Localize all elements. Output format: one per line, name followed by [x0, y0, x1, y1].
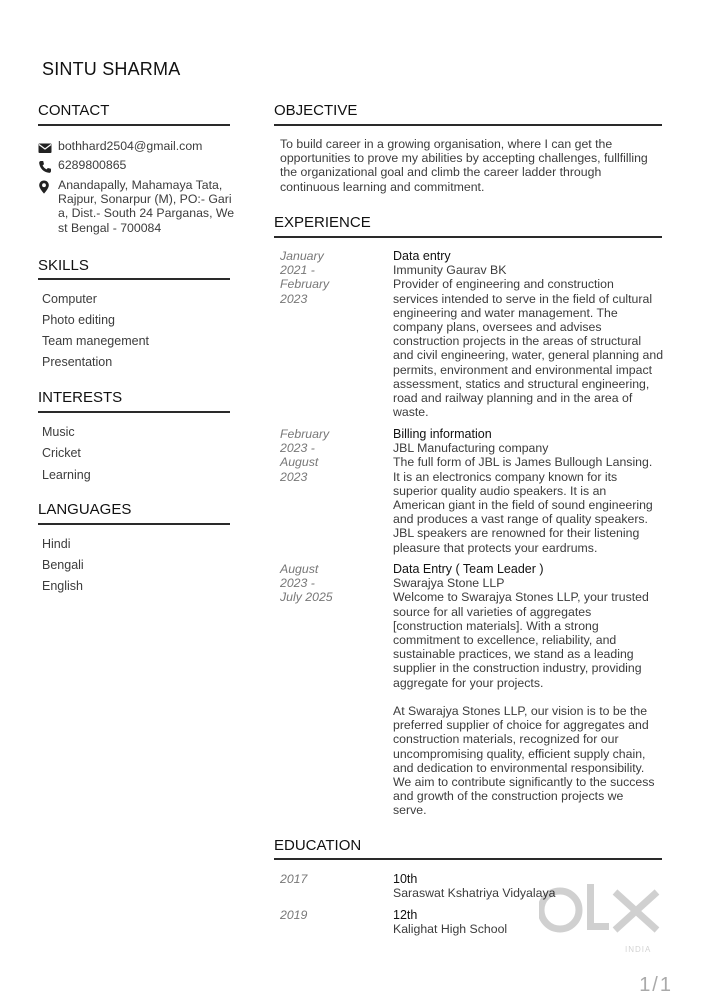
description-line: and dedication to environmental responsibility.: [393, 760, 645, 775]
description-line: construction materials, recognized for our: [393, 732, 619, 747]
description-line: sustainable practices, we stand as a leading: [393, 647, 634, 662]
skill-item: Photo editing: [42, 313, 115, 327]
date-line: February: [280, 427, 330, 441]
address-line: st Bengal - 700084: [58, 220, 162, 235]
contact-divider: [38, 124, 230, 126]
description-line: JBL speakers are renowned for their listening: [393, 526, 640, 541]
interests-heading: INTERESTS: [38, 389, 123, 406]
description-line: superior quality audio speakers. It is an: [393, 483, 607, 498]
skills-divider: [38, 278, 230, 280]
description-line: Provider of engineering and construction: [393, 277, 614, 292]
languages-divider: [38, 523, 230, 525]
objective-line: To build career in a growing organisation, where I can get the: [280, 137, 613, 151]
date-line: 2023 -: [280, 441, 315, 456]
description-line: assessment, statics and structural engineering,: [393, 376, 650, 391]
date-line: July 2025: [280, 590, 333, 605]
description-line: preferred supplier of choice for aggregates and: [393, 718, 649, 733]
objective-heading: OBJECTIVE: [274, 102, 358, 119]
description-line: uncompromising quality, efficient supply chain,: [393, 746, 646, 761]
job-title: Data Entry ( Team Leader ): [393, 562, 544, 576]
experience-date: [280, 562, 333, 605]
interests-divider: [38, 411, 230, 413]
address-line: a, Dist.- South 24 Parganas, We: [58, 206, 235, 221]
education-entry: [393, 872, 555, 900]
phone-text: 6289800865: [58, 158, 127, 172]
envelope-icon: [38, 141, 52, 155]
description-line: The full form of JBL is James Bullough Lansing.: [393, 455, 653, 470]
date-line: 2023: [280, 469, 308, 484]
company-name: Immunity Gaurav BK: [393, 263, 507, 278]
description-line: services intended to serve in the field of cultural: [393, 291, 653, 306]
description-line: and growth of the construction projects we: [393, 789, 624, 804]
description-line: and produces a vast range of quality speakers.: [393, 512, 648, 527]
interest-item: Cricket: [42, 446, 81, 460]
language-item: Hindi: [42, 537, 71, 551]
objective-line: opportunities to prove my abilities by accepting challenges, fullfilling: [280, 151, 648, 166]
date-line: 2023 -: [280, 576, 315, 591]
description-blank-line: [393, 690, 668, 704]
objective-line: continuous learning and commitment.: [280, 179, 485, 194]
skill-item: Computer: [42, 292, 97, 306]
school-name: Kalighat High School: [393, 922, 508, 937]
description-line: source for all varieties of aggregates: [393, 604, 592, 619]
address-line: Rajpur, Sonarpur (M), PO:- Gari: [58, 192, 232, 207]
job-title: Data entry: [393, 249, 451, 263]
experience-date: [280, 249, 329, 306]
date-line: 2023: [280, 291, 308, 306]
description-line: and civil engineering, water, general planning and: [393, 348, 664, 363]
description-line: Welcome to Swarajya Stones LLP, your trusted: [393, 590, 649, 605]
school-name: Saraswat Kshatriya Vidyalaya: [393, 886, 556, 901]
address-line: Anandapally, Mahamaya Tata,: [58, 178, 223, 192]
date-line: February: [280, 277, 330, 292]
description-line: commitment to excellence, reliability, and: [393, 633, 617, 648]
date-line: 2021 -: [280, 263, 315, 278]
description-line: road and railway planning and in the area of: [393, 391, 633, 406]
phone-icon: [38, 160, 52, 174]
experience-entry: [393, 249, 668, 419]
location-pin-icon: [37, 180, 51, 194]
description-line: construction projects in the areas of structural: [393, 334, 642, 349]
language-item: English: [42, 579, 83, 593]
date-line: August: [280, 562, 319, 576]
skill-item: Presentation: [42, 355, 113, 369]
job-description: [393, 590, 668, 817]
experience-entry: [393, 427, 668, 555]
svg-text:INDIA: INDIA: [625, 945, 652, 954]
job-description: [393, 455, 668, 554]
description-line: We aim to contribute significantly to the success: [393, 775, 655, 790]
description-line: company plans, oversees and advises: [393, 320, 602, 335]
company-name: Swarajya Stone LLP: [393, 576, 505, 591]
objective-text: [280, 137, 648, 194]
education-entry: [393, 908, 507, 936]
skills-heading: SKILLS: [38, 257, 89, 274]
address-block: [58, 178, 234, 235]
page-number: 1/1: [639, 974, 673, 996]
language-item: Bengali: [42, 558, 84, 572]
date-line: January: [280, 249, 324, 263]
description-line: [construction materials]. With a strong: [393, 618, 599, 633]
education-year: 2017: [280, 872, 308, 886]
description-line: At Swarajya Stones LLP, our vision is to be the: [393, 704, 648, 719]
description-line: supplier in the construction industry, providing: [393, 661, 642, 676]
job-title: Billing information: [393, 427, 492, 441]
description-line: pleasure that protects your eardrums.: [393, 540, 598, 555]
education-heading: EDUCATION: [274, 837, 362, 854]
degree-title: 12th: [393, 908, 418, 922]
olx-watermark-logo: [539, 880, 665, 958]
description-line: aggregate for your projects.: [393, 675, 544, 690]
experience-entry: [393, 562, 668, 818]
company-name: JBL Manufacturing company: [393, 441, 549, 456]
interest-item: Learning: [42, 468, 91, 482]
date-line: August: [280, 455, 319, 470]
description-line: It is an electronics company known for its: [393, 469, 618, 484]
contact-heading: CONTACT: [38, 102, 110, 119]
experience-date: [280, 427, 329, 484]
objective-divider: [274, 124, 662, 126]
description-line: serve.: [393, 803, 427, 818]
skill-item: Team manegement: [42, 334, 150, 348]
objective-line: the organizational goal and climb the career ladder through: [280, 165, 602, 180]
interest-item: Music: [42, 425, 75, 439]
job-description: [393, 277, 668, 419]
description-line: American giant in the field of sound engineering: [393, 498, 653, 513]
description-line: permits, environment and environmental impact: [393, 362, 653, 377]
languages-heading: LANGUAGES: [38, 501, 132, 518]
education-year: 2019: [280, 908, 308, 922]
description-line: engineering and water management. The: [393, 305, 618, 320]
degree-title: 10th: [393, 872, 418, 886]
candidate-name: SINTU SHARMA: [42, 59, 181, 79]
experience-divider: [274, 236, 662, 238]
description-line: waste.: [393, 405, 429, 420]
email-text: bothhard2504@gmail.com: [58, 139, 203, 153]
education-divider: [274, 858, 662, 860]
experience-heading: EXPERIENCE: [274, 214, 371, 231]
